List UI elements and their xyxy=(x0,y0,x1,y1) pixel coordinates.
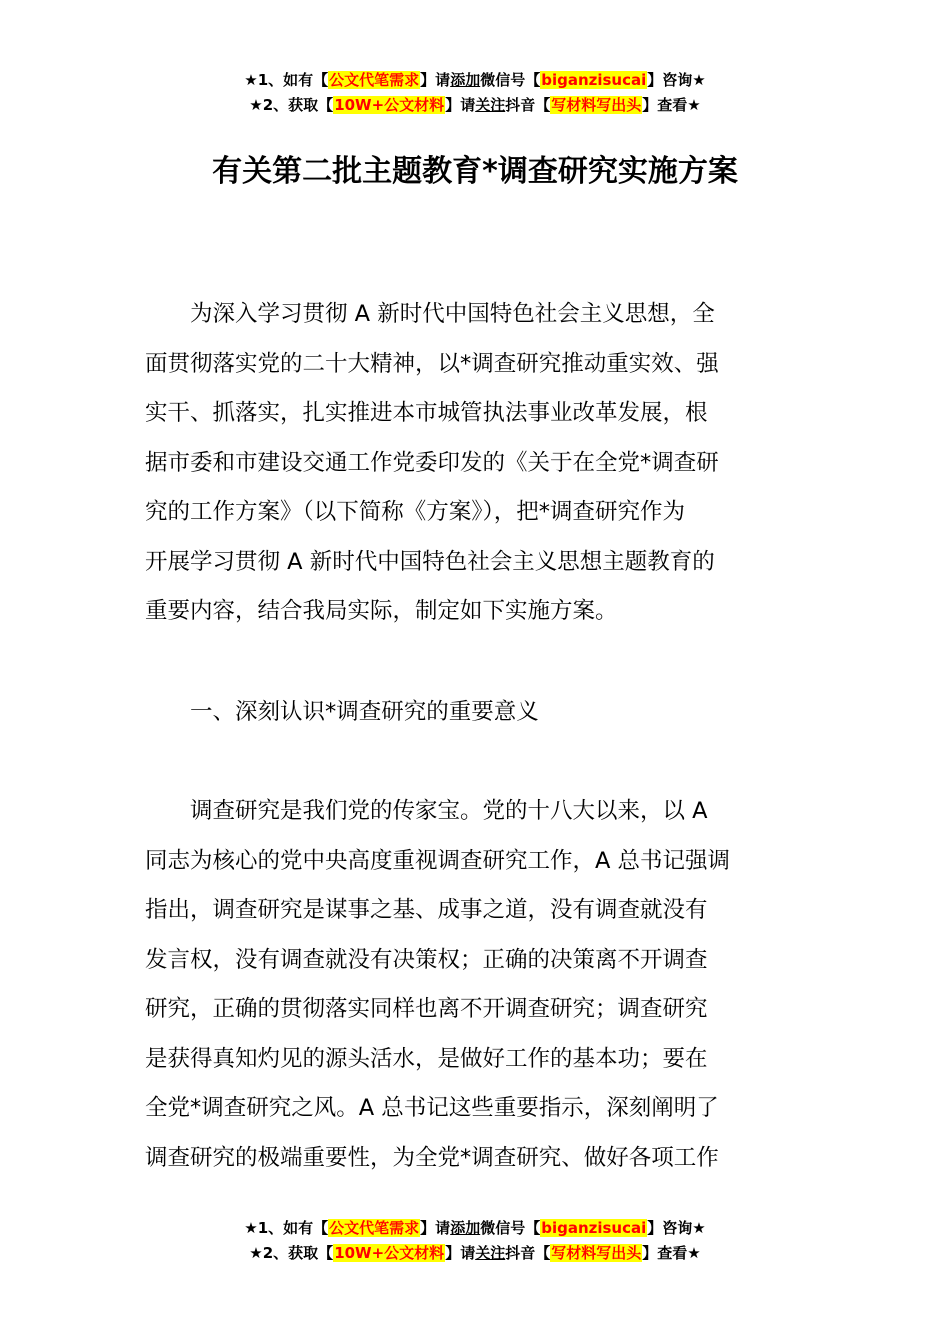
banner-text: 】咨询★ xyxy=(647,71,706,89)
section-heading xyxy=(145,688,809,738)
banner-underlined-text: 添加 xyxy=(450,71,481,89)
banner-underlined-text: 关注 xyxy=(475,96,506,114)
section-heading-text: 一、深刻认识*调查研究的重要意义 xyxy=(145,699,539,725)
text-line: 实干、抓落实，扎实推进本市城管执法事业改革发展，根 xyxy=(145,400,708,426)
banner-text: ★2、获取【 xyxy=(249,1244,334,1262)
paragraph-intro xyxy=(145,290,809,637)
text-line: 究的工作方案》（以下简称《方案》），把*调查研究作为 xyxy=(145,499,686,525)
banner-text: 抖音【 xyxy=(505,96,551,114)
banner-text: 】请 xyxy=(445,1244,476,1262)
text-line: 重要内容，结合我局实际，制定如下实施方案。 xyxy=(145,598,618,624)
banner-highlight: 10W+公文材料 xyxy=(334,96,445,114)
paragraph-section1 xyxy=(145,787,809,1183)
banner-text: ★1、如有【 xyxy=(244,1219,329,1237)
text-line: 是获得真知灼见的源头活水，是做好工作的基本功；要在 xyxy=(145,1045,708,1072)
banner-underlined-text: 关注 xyxy=(475,1244,506,1262)
banner-text: 微信号【 xyxy=(480,71,541,89)
banner-text: 】请 xyxy=(420,1219,451,1237)
banner-text: 抖音【 xyxy=(505,1244,551,1262)
text-line: 调查研究是我们党的传家宝。党的十八大以来，以 A xyxy=(145,798,708,824)
banner-wechat-id: biganzisucai xyxy=(541,71,647,89)
text-line: 面贯彻落实党的二十大精神，以*调查研究推动重实效、强 xyxy=(145,350,719,377)
text-line: 开展学习贯彻 A 新时代中国特色社会主义思想主题教育的 xyxy=(145,548,715,575)
text-line: 据市委和市建设交通工作党委印发的《关于在全党*调查研 xyxy=(145,449,719,476)
banner-text: 微信号【 xyxy=(480,1219,541,1237)
text-line: 同志为核心的党中央高度重视调查研究工作，A 总书记强调 xyxy=(145,847,731,874)
banner-text: 】咨询★ xyxy=(647,1219,706,1237)
text-line: 发言权，没有调查就没有决策权；正确的决策离不开调查 xyxy=(145,946,708,973)
banner-text: ★2、获取【 xyxy=(249,96,334,114)
banner-highlight: 公文代笔需求 xyxy=(329,71,420,89)
banner-underlined-text: 添加 xyxy=(450,1219,481,1237)
header-banner xyxy=(0,68,950,118)
banner-text: 】请 xyxy=(445,96,476,114)
text-line: 为深入学习贯彻 A 新时代中国特色社会主义思想，全 xyxy=(145,301,715,327)
text-line: 指出，调查研究是谋事之基、成事之道，没有调查就没有 xyxy=(145,897,708,923)
banner-text: 】查看★ xyxy=(642,96,701,114)
banner-text: 】请 xyxy=(420,71,451,89)
banner-wechat-id: biganzisucai xyxy=(541,1219,647,1237)
text-line: 全党*调查研究之风。A 总书记这些重要指示，深刻阐明了 xyxy=(145,1095,719,1121)
banner-line-2 xyxy=(0,1241,950,1266)
banner-text: 】查看★ xyxy=(642,1244,701,1262)
banner-text: ★1、如有【 xyxy=(244,71,329,89)
document-title: 有关第二批主题教育*调查研究实施方案 xyxy=(212,154,738,189)
banner-highlight: 公文代笔需求 xyxy=(329,1219,420,1237)
footer-banner xyxy=(0,1216,950,1266)
banner-line-1 xyxy=(0,1216,950,1241)
text-line: 研究，正确的贯彻落实同样也离不开调查研究；调查研究 xyxy=(145,996,708,1022)
banner-highlight: 10W+公文材料 xyxy=(334,1244,445,1262)
banner-line-1 xyxy=(0,68,950,93)
banner-line-2 xyxy=(0,93,950,118)
banner-douyin-id: 写材料写出头 xyxy=(551,1244,642,1262)
banner-douyin-id: 写材料写出头 xyxy=(551,96,642,114)
text-line: 调查研究的极端重要性，为全党*调查研究、做好各项工作 xyxy=(145,1144,719,1171)
